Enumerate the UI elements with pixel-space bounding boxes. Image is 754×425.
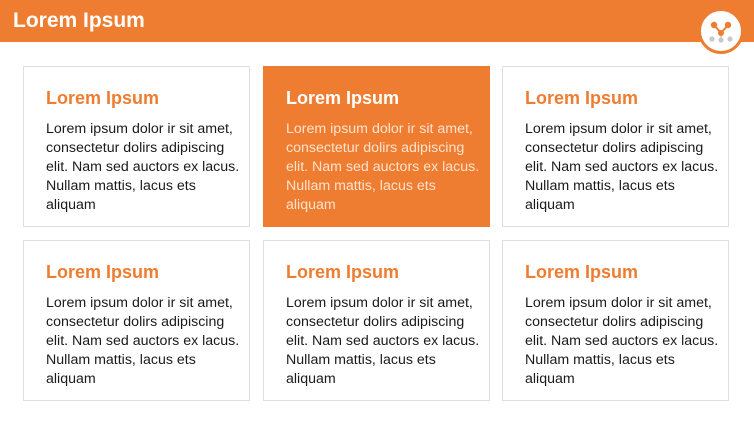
card-2-highlighted [263, 66, 490, 227]
card-6 [502, 240, 729, 401]
card-title: Lorem Ipsum [46, 262, 160, 282]
page-title: Lorem Ipsum [13, 9, 145, 32]
card-3 [502, 66, 729, 227]
card-body: Lorem ipsum dolor ir sit amet, consectetur dolirs adipiscing elit. Nam sed auctors ex lacus. Nullam mattis, lacus ets aliquam [525, 295, 719, 387]
card-title: Lorem Ipsum [525, 262, 639, 282]
card-title: Lorem Ipsum [525, 88, 639, 108]
header-bar [0, 0, 754, 42]
card-body: Lorem ipsum dolor ir sit amet, consectetur dolirs adipiscing elit. Nam sed auctors ex lacus. Nullam mattis, lacus ets aliquam [46, 295, 240, 387]
card-title: Lorem Ipsum [286, 262, 400, 282]
card-body: Lorem ipsum dolor ir sit amet, consectetur dolirs adipiscing elit. Nam sed auctors ex lacus. Nullam mattis, lacus ets aliquam [286, 295, 480, 387]
card-grid [23, 66, 730, 401]
card-body: Lorem ipsum dolor ir sit amet, consectetur dolirs adipiscing elit. Nam sed auctors ex lacus. Nullam mattis, lacus ets aliquam [525, 121, 719, 213]
card-title: Lorem Ipsum [286, 88, 400, 108]
network-nodes-icon [706, 16, 736, 46]
card-body: Lorem ipsum dolor ir sit amet, consectetur dolirs adipiscing elit. Nam sed auctors ex lacus. Nullam mattis, lacus ets aliquam [46, 121, 240, 213]
card-title: Lorem Ipsum [46, 88, 160, 108]
card-4 [23, 240, 250, 401]
logo-badge [698, 8, 744, 54]
card-5 [263, 240, 490, 401]
card-body: Lorem ipsum dolor ir sit amet, consectetur dolirs adipiscing elit. Nam sed auctors ex lacus. Nullam mattis, lacus ets aliquam [286, 121, 480, 213]
card-1 [23, 66, 250, 227]
